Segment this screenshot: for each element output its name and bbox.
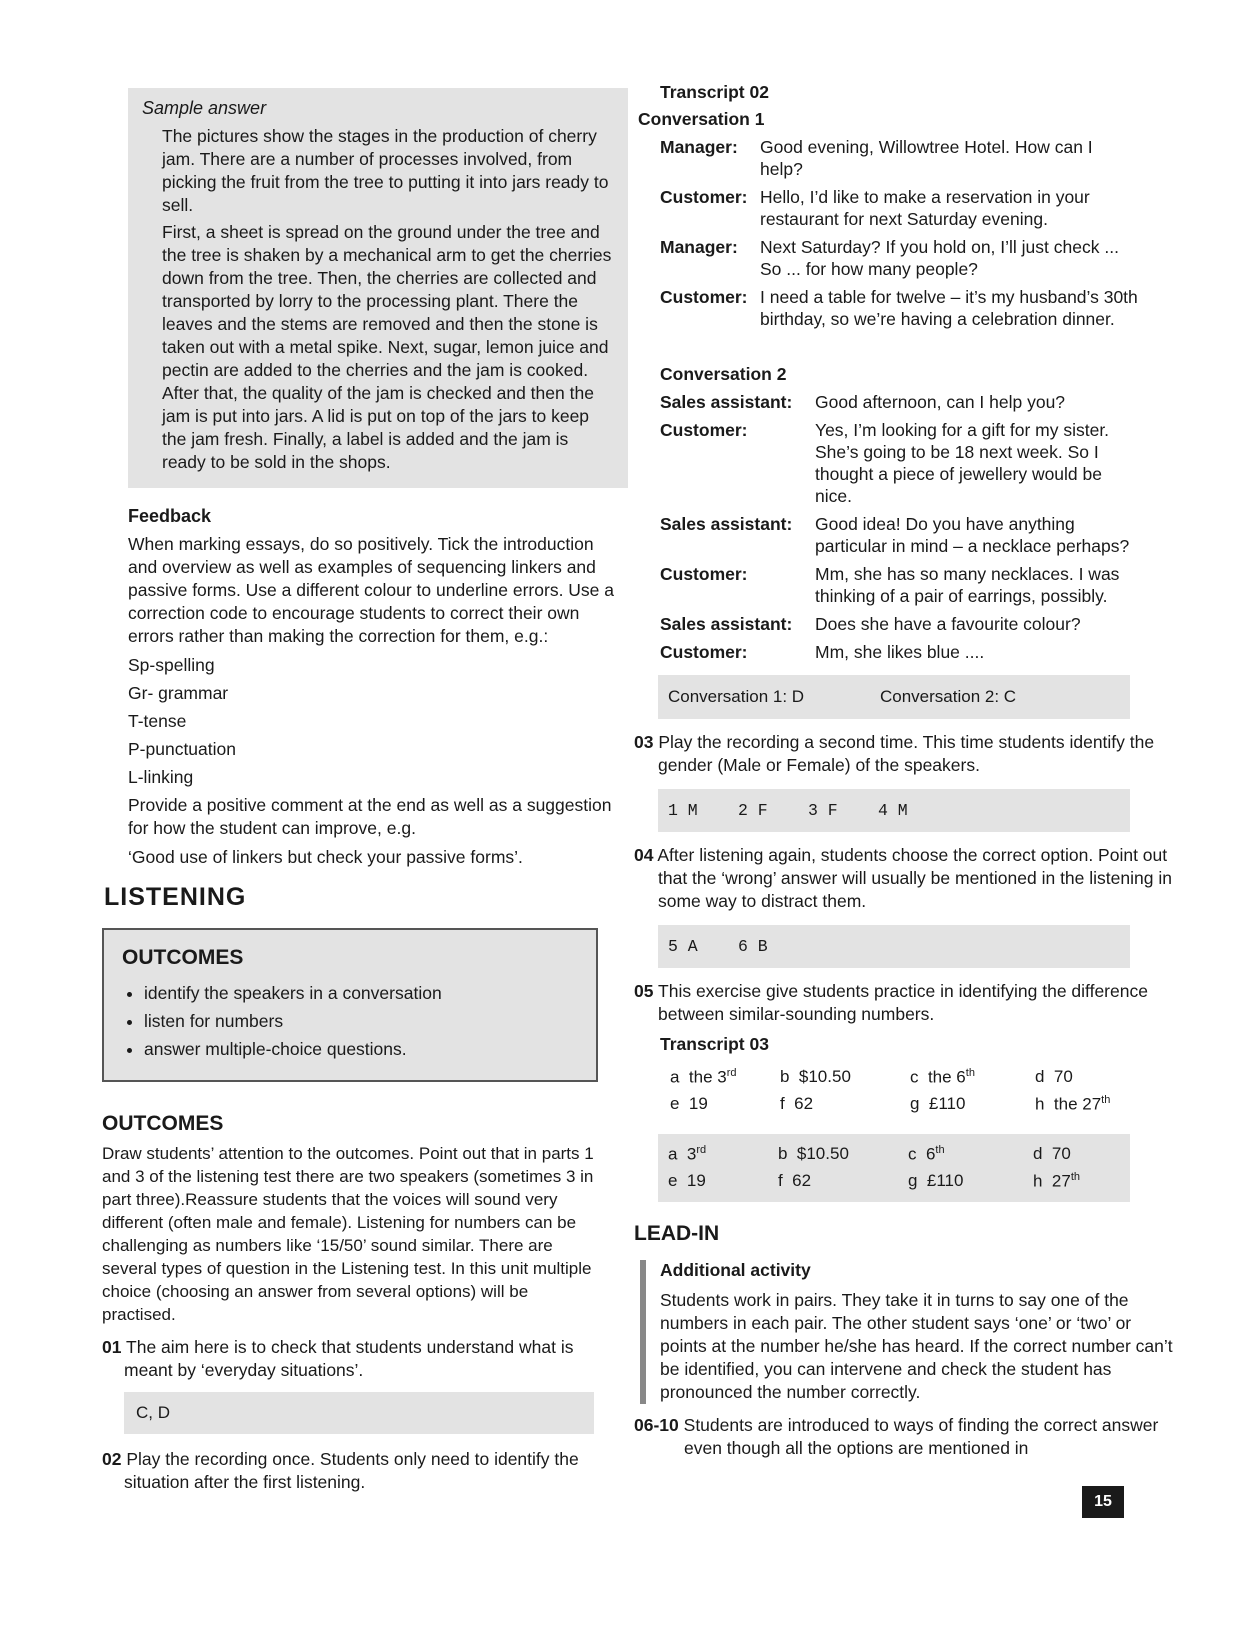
listening-title: LISTENING bbox=[104, 883, 247, 911]
correction-code-item: T-tense bbox=[128, 711, 187, 731]
number-item: a the 3rd bbox=[670, 1067, 737, 1087]
outcomes-box-title: OUTCOMES bbox=[122, 946, 244, 969]
speaker-label: Customer: bbox=[660, 564, 748, 584]
exercise-05 bbox=[634, 980, 1180, 1026]
additional-activity bbox=[640, 1260, 1180, 1404]
exercise-01 bbox=[102, 1336, 620, 1382]
feedback-example: ‘Good use of linkers but check your passive forms’. bbox=[128, 847, 523, 867]
exercise-03 bbox=[634, 731, 1180, 777]
feedback-text: When marking essays, do so positively. Tick the introduction and overview as well as examples of sequencing linkers and passive forms. Use a different colour to underline errors. Use a correction code to encourage students to correct their own errors rather than making the correction for them, e.g.: bbox=[128, 534, 615, 646]
number-item: d 70 bbox=[1033, 1144, 1071, 1164]
speaker-label: Customer: bbox=[660, 287, 748, 307]
outcomes-box bbox=[102, 928, 598, 1082]
answer-item: 2 F bbox=[738, 801, 768, 820]
dialog-line: Good evening, Willowtree Hotel. How can I help? bbox=[760, 137, 1093, 179]
dialog-line: Does she have a favourite colour? bbox=[815, 614, 1081, 634]
exercise-text: The aim here is to check that students understand what is meant by ‘everyday situations’. bbox=[124, 1337, 574, 1380]
activity-title: Additional activity bbox=[660, 1259, 811, 1280]
speaker-label: Sales assistant: bbox=[660, 514, 793, 534]
exercise-number: 06-10 bbox=[634, 1414, 679, 1435]
number-item: h 27th bbox=[1033, 1170, 1080, 1191]
speaker-label: Sales assistant: bbox=[660, 392, 793, 412]
outcomes-list bbox=[122, 982, 578, 1060]
speaker-label: Customer: bbox=[660, 420, 748, 440]
number-item: g £110 bbox=[908, 1170, 964, 1190]
exercise-02 bbox=[102, 1448, 620, 1494]
number-item: a 3rd bbox=[668, 1144, 707, 1164]
dialog-line: Good idea! Do you have anything particular in mind – a necklace perhaps? bbox=[815, 514, 1130, 556]
lead-in-title: LEAD-IN bbox=[634, 1221, 720, 1245]
transcript-02-title: Transcript 02 bbox=[660, 82, 769, 102]
speaker-label: Customer: bbox=[660, 642, 748, 662]
answer-item: 4 M bbox=[878, 801, 908, 820]
transcript-03-title: Transcript 03 bbox=[660, 1034, 769, 1054]
conversation-1-title: Conversation 1 bbox=[638, 109, 765, 129]
exercise-number: 02 bbox=[102, 1449, 122, 1469]
sample-paragraph-1: The pictures show the stages in the production of cherry jam. There are a number of processes involved, from picking the fruit from the tree to putting it into jars ready to sell. bbox=[162, 126, 609, 215]
exercise-text: This exercise give students practice in identifying the difference between similar-sounding numbers. bbox=[658, 981, 1148, 1024]
exercise-04 bbox=[634, 844, 1180, 913]
number-item: b $10.50 bbox=[780, 1067, 851, 1086]
left-column bbox=[102, 88, 620, 1504]
number-item: h the 27th bbox=[1035, 1093, 1111, 1114]
exercise-03-answers bbox=[658, 789, 1130, 832]
dialog-line: Yes, I’m looking for a gift for my sister. She’s going to be 18 next week. So I thought a piece of jewellery would be nice. bbox=[815, 420, 1110, 506]
correction-code-list bbox=[128, 654, 620, 789]
sample-paragraph-2: First, a sheet is spread on the ground under the tree and the tree is shaken by a mechanical arm to get the cherries down from the tree. Then, the cherries are collected and transported by lorry to the processing plant. There the leaves and the stems are removed and then the stone is taken out with a metal spike. Next, sugar, lemon juice and pectin are added to the cherries and the jam is cooked. After that, the quality of the jam is checked and then the jam is put into jars. A lid is put on top of the jars to keep the jam fresh. Finally, a label is added and the jam is ready to be sold in the shops. bbox=[162, 222, 612, 472]
dialog-line: Mm, she has so many necklaces. I was thinking of a pair of earrings, possibly. bbox=[815, 564, 1120, 606]
feedback-heading: Feedback bbox=[128, 506, 212, 526]
answer-conversation-1: Conversation 1: D bbox=[668, 687, 805, 706]
answer-item: 6 B bbox=[738, 937, 768, 956]
speaker-label: Customer: bbox=[660, 187, 748, 207]
transcript-03-numbers bbox=[670, 1067, 1180, 1114]
exercise-number: 01 bbox=[102, 1337, 122, 1357]
speaker-label: Manager: bbox=[660, 237, 738, 257]
answer-item: 1 M bbox=[668, 801, 698, 820]
exercise-04-answers bbox=[658, 925, 1130, 968]
correction-code-item: L-linking bbox=[128, 767, 194, 787]
activity-text: Students work in pairs. They take it in turns to say one of the numbers in each pair. The other student says ‘one’ or ‘two’ or points at the number he/she has heard. If the correct number can’t be identified, you can intervene and check the student has pronounced the number correctly. bbox=[660, 1289, 1173, 1402]
exercise-text: Play the recording a second time. This time students identify the gender (Male or Female) of the speakers. bbox=[658, 732, 1155, 775]
number-item: c the 6th bbox=[910, 1067, 975, 1087]
number-item: c 6th bbox=[908, 1144, 945, 1164]
number-item: e 19 bbox=[668, 1170, 706, 1190]
number-item: g £110 bbox=[910, 1093, 966, 1113]
speaker-label: Sales assistant: bbox=[660, 614, 793, 634]
exercise-text: After listening again, students choose the correct option. Point out that the ‘wrong’ answer will usually be mentioned in the listening in some way to distract them. bbox=[657, 845, 1172, 911]
dialog-line: Good afternoon, can I help you? bbox=[815, 392, 1066, 412]
exercise-number: 04 bbox=[634, 845, 654, 865]
correction-code-item: Sp-spelling bbox=[128, 655, 215, 675]
exercise-05-answers bbox=[658, 1134, 1130, 1201]
correction-code-item: P-punctuation bbox=[128, 739, 236, 759]
number-item: f 62 bbox=[778, 1170, 812, 1190]
outcomes-heading: OUTCOMES bbox=[102, 1112, 224, 1135]
exercise-number: 03 bbox=[634, 732, 654, 752]
exercise-text: Play the recording once. Students only need to identify the situation after the first listening. bbox=[124, 1449, 579, 1492]
answer-item: 5 A bbox=[668, 937, 698, 956]
dialog-line: Mm, she likes blue .... bbox=[815, 642, 985, 662]
correction-code-item: Gr- grammar bbox=[128, 683, 229, 703]
outcomes-text: Draw students’ attention to the outcomes. Point out that in parts 1 and 3 of the listening test there are two speakers (sometimes 3 in part three).Reassure students that the voices will sound very different (often male and female). Listening for numbers can be challenging as numbers like ‘15/50’ sound similar. There are several types of question in the Listening test. In this unit multiple choice (choosing an answer from several options) will be practised. bbox=[102, 1144, 594, 1324]
page-number: 15 bbox=[1082, 1486, 1124, 1518]
outcome-item: • identify the speakers in a conversation bbox=[144, 982, 578, 1004]
speaker-label: Manager: bbox=[660, 137, 738, 157]
exercise-06-10 bbox=[634, 1414, 1180, 1460]
dialog-line: Next Saturday? If you hold on, I’ll just check ... So ... for how many people? bbox=[760, 237, 1119, 279]
dialog-line: Hello, I’d like to make a reservation in your restaurant for next Saturday evening. bbox=[760, 187, 1090, 229]
outcome-item: • answer multiple-choice questions. bbox=[144, 1038, 578, 1060]
sample-answer-title: Sample answer bbox=[142, 98, 267, 118]
right-column bbox=[634, 82, 1180, 1468]
feedback-closing: Provide a positive comment at the end as well as a suggestion for how the student can improve, e.g. bbox=[128, 795, 612, 838]
exercise-text: Students are introduced to ways of finding the correct answer even though all the options are mentioned in bbox=[683, 1414, 1159, 1458]
answer-conversation-2: Conversation 2: C bbox=[880, 687, 1017, 706]
number-item: f 62 bbox=[780, 1093, 814, 1113]
conversation-1 bbox=[660, 136, 1180, 330]
number-item: d 70 bbox=[1035, 1067, 1073, 1086]
number-item: e 19 bbox=[670, 1093, 708, 1113]
dialog-line: I need a table for twelve – it’s my husband’s 30th birthday, so we’re having a celebration dinner. bbox=[760, 287, 1138, 329]
answer-item: 3 F bbox=[808, 801, 838, 820]
conversation-2 bbox=[660, 391, 1180, 663]
conversation-answers bbox=[658, 675, 1130, 719]
conversation-2-title: Conversation 2 bbox=[660, 364, 787, 384]
outcome-item: • listen for numbers bbox=[144, 1010, 578, 1032]
sample-answer-box bbox=[128, 88, 628, 488]
number-item: b $10.50 bbox=[778, 1144, 849, 1164]
exercise-01-answer: C, D bbox=[124, 1392, 594, 1434]
exercise-number: 05 bbox=[634, 981, 654, 1001]
